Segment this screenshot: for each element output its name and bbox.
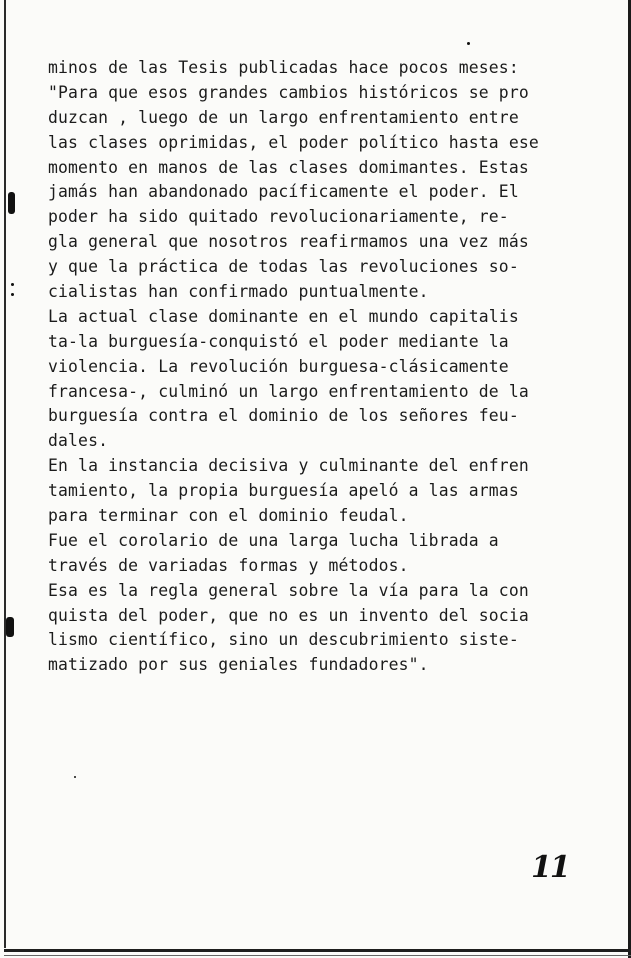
- text-line: para terminar con el dominio feudal.: [48, 506, 409, 526]
- text-line: duzcan , luego de un largo enfrentamiento entre: [48, 107, 519, 127]
- text-line: momento en manos de las clases domimantes. Estas: [48, 157, 529, 177]
- text-line: las clases oprimidas, el poder político hasta ese: [48, 132, 539, 152]
- text-line: través de variadas formas y métodos.: [48, 555, 409, 575]
- text-line: violencia. La revolución burguesa-clásicamente: [48, 356, 509, 376]
- text-line: burguesía contra el dominio de los señores feu-: [48, 406, 519, 426]
- scan-speck: [74, 776, 76, 778]
- text-line: jamás han abandonado pacíficamente el poder. El: [48, 182, 519, 202]
- text-line: francesa-, culminó un largo enfrentamiento de la: [48, 381, 529, 401]
- page-bottom-edge: [4, 949, 631, 952]
- text-line: "Para que esos grandes cambios históricos se pro: [48, 82, 529, 102]
- text-line: tamiento, la propia burguesía apeló a las armas: [48, 481, 519, 501]
- text-line: matizado por sus geniales fundadores".: [48, 655, 429, 675]
- text-line: lismo científico, sino un descubrimiento siste-: [48, 630, 519, 650]
- text-line: Fue el corolario de una larga lucha librada a: [48, 530, 499, 550]
- page-left-edge: [4, 0, 6, 948]
- scan-speck: [11, 293, 14, 296]
- text-line: dales.: [48, 431, 109, 451]
- page-number: 11: [531, 850, 569, 885]
- text-line: En la instancia decisiva y culminante del enfren: [48, 456, 529, 476]
- text-line: minos de las Tesis publicadas hace pocos meses:: [48, 58, 519, 77]
- page-bottom-edge-shadow: [4, 955, 631, 956]
- text-line: quista del poder, que no es un invento del socia: [48, 605, 529, 625]
- body-text: [48, 56, 608, 678]
- text-line: y que la práctica de todas las revoluciones so-: [48, 257, 519, 277]
- text-line: La actual clase dominante en el mundo capitalis: [48, 306, 519, 326]
- text-line: gla general que nosotros reafirmamos una vez más: [48, 232, 529, 252]
- scan-speck: [467, 42, 470, 45]
- text-line: poder ha sido quitado revolucionariamente, re-: [48, 207, 509, 227]
- text-line: cialistas han confirmado puntualmente.: [48, 282, 429, 302]
- text-line: ta-la burguesía-conquistó el poder mediante la: [48, 331, 509, 351]
- text-line: Esa es la regla general sobre la vía para la con: [48, 580, 529, 600]
- scan-speck: [11, 283, 14, 286]
- scan-speck: [6, 617, 14, 637]
- scan-speck: [8, 192, 15, 214]
